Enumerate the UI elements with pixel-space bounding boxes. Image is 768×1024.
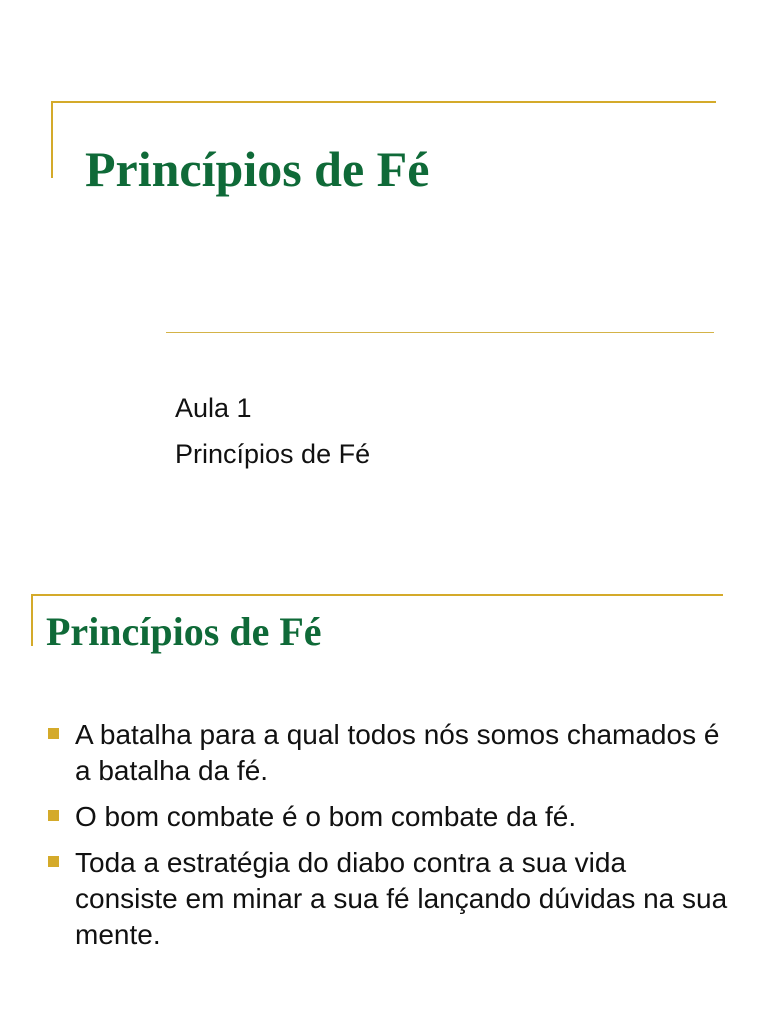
square-bullet-icon <box>48 810 59 821</box>
content-slide <box>0 560 768 1024</box>
bullet-item <box>46 717 736 789</box>
title-frame-top-line <box>51 101 716 103</box>
bullet-text: Toda a estratégia do diabo contra a sua vida consiste em minar a sua fé lançando dúvidas na sua mente. <box>75 847 728 950</box>
bullet-text: O bom combate é o bom combate da fé. <box>75 801 577 832</box>
title-frame-top-line <box>31 594 723 596</box>
square-bullet-icon <box>48 728 59 739</box>
bullet-list <box>46 717 736 963</box>
bullet-text: A batalha para a qual todos nós somos chamados é a batalha da fé. <box>75 719 720 786</box>
square-bullet-icon <box>48 856 59 867</box>
slide-title: Princípios de Fé <box>85 141 430 197</box>
slide-title: Princípios de Fé <box>46 609 322 654</box>
title-frame-left-line <box>31 594 33 646</box>
subtitle-line: Aula 1 <box>175 393 252 423</box>
subtitle-line: Princípios de Fé <box>175 439 371 469</box>
title-divider-line <box>166 332 714 333</box>
slide-subtitle <box>175 385 370 477</box>
bullet-item <box>46 845 736 953</box>
title-frame-left-line <box>51 101 53 178</box>
bullet-item <box>46 799 736 835</box>
